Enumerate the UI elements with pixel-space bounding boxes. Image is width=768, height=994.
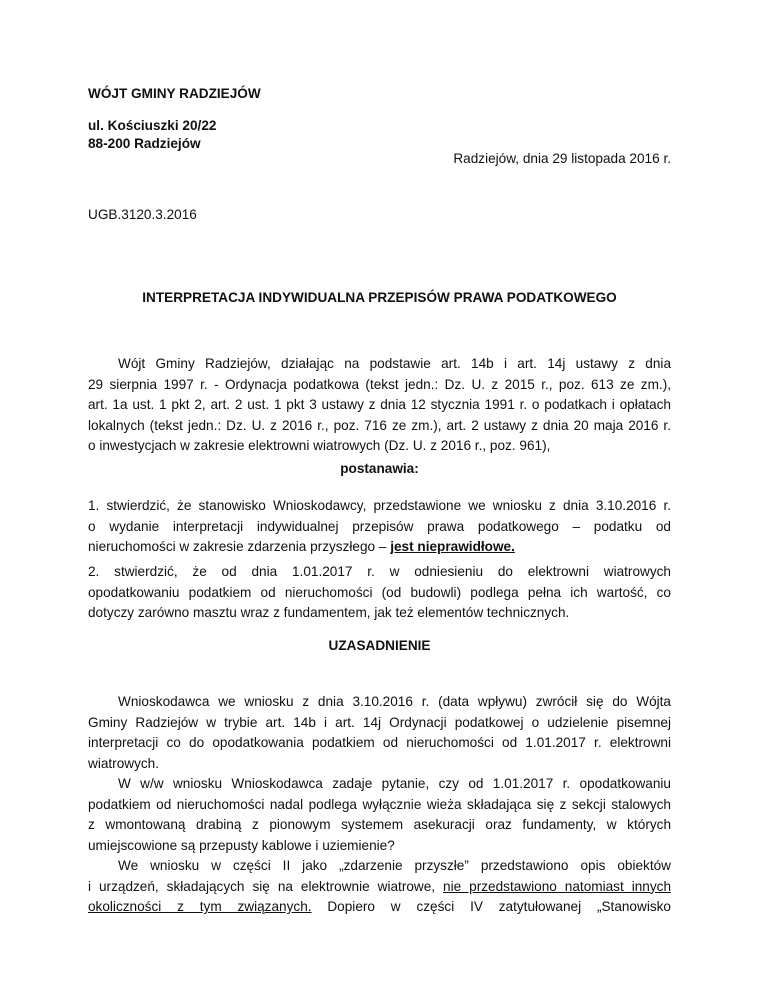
point-2 (88, 562, 671, 624)
point-1-verdict: jest nieprawidłowe. (390, 539, 515, 554)
justification-line (88, 877, 671, 898)
place-and-date: Radziejów, dnia 29 listopada 2016 r. (453, 151, 671, 166)
intro-line: o inwestycjach w zakresie elektrowni wiatrowych (Dz. U. z 2016 r., poz. 961), (88, 438, 551, 453)
point-1-line (88, 537, 671, 558)
point-2-line: dotyczy zarówno masztu wraz z fundamentem, jak też elementów technicznych. (88, 605, 570, 620)
case-reference: UGB.3120.3.2016 (88, 207, 197, 222)
justification-line: Wnioskodawca we wniosku z dnia 3.10.2016 r. (data wpływu) zwrócił się do Wójta (118, 694, 671, 709)
justification-line: W w/w wniosku Wnioskodawca zadaje pytanie, czy od 1.01.2017 r. opodatkowaniu (118, 776, 671, 791)
justification-line: wiatrowych. (88, 755, 160, 771)
justification-heading: UZASADNIENIE (328, 638, 431, 653)
address-city: 88-200 Radziejów (88, 136, 201, 151)
intro-line: 29 sierpnia 1997 r. - Ordynacja podatkowa (tekst jedn.: Dz. U. z 2015 r., poz. 613 ze zm.), (88, 376, 671, 392)
justification-line (88, 897, 671, 918)
justification-paragraph (88, 692, 671, 918)
authority-heading: WÓJT GMINY RADZIEJÓW (88, 86, 261, 101)
document-title: INTERPRETACJA INDYWIDUALNA PRZEPISÓW PRAWA PODATKOWEGO (142, 290, 617, 305)
point-2-line: opodatkowaniu podatkiem od nieruchomości (od budowli) podlega pełna ich wartość, co (88, 584, 671, 600)
justification-line: podatkiem od nieruchomości nadal podlega wyłącznie wieża składająca się z sekcji stalowych (88, 796, 671, 812)
justification-text: i urządzeń, składających się na elektrownie wiatrowe, (88, 878, 444, 894)
intro-line: Wójt Gminy Radziejów, działając na podstawie art. 14b i art. 14j ustawy z dnia (118, 356, 671, 371)
justification-line: umiejscowione są przepusty kablowe i uziemienie? (88, 837, 395, 853)
intro-line: lokalnych (tekst jedn.: Dz. U. z 2016 r., poz. 716 ze zm.), art. 2 ustawy z dnia 20 maja 2016 r. (88, 417, 671, 433)
justification-line: We wniosku w części II jako „zdarzenie przyszłe” przedstawiono opis obiektów (118, 858, 671, 873)
decision-heading: postanawia: (340, 461, 419, 476)
point-2-line: 2. stwierdzić, że od dnia 1.01.2017 r. w odniesieniu do elektrowni wiatrowych (88, 564, 671, 579)
point-1-line: 1. stwierdzić, że stanowisko Wnioskodawcy, przedstawione we wniosku z dnia 3.10.2016 r. (88, 498, 671, 513)
address-street: ul. Kościuszki 20/22 (88, 118, 217, 133)
justification-underlined: nie przedstawiono natomiast innych (443, 878, 671, 894)
point-1-text: nieruchomości w zakresie zdarzenia przyszłego – (88, 539, 391, 554)
justification-line: interpretacji co do opodatkowania podatkiem od nieruchomości od 1.01.2017 r. elektrowni (88, 735, 671, 750)
point-1 (88, 496, 671, 558)
justification-text: Dopiero w części IV zatytułowanej „Stanowisko (311, 899, 671, 914)
intro-paragraph (88, 354, 671, 457)
point-1-line: o wydanie interpretacji indywidualnej przepisów prawa podatkowego – podatku od (88, 518, 671, 534)
justification-line: Gminy Radziejów w trybie art. 14b i art. 14j Ordynacji podatkowej o udzielenie pisemnej (88, 714, 671, 730)
justification-line: z wmontowaną drabiną z pionowym systemem asekuracji oraz fundamenty, w których (88, 817, 671, 832)
justification-underlined: okoliczności z tym związanych. (88, 899, 312, 914)
intro-line: art. 1a ust. 1 pkt 2, art. 2 ust. 1 pkt 3 ustawy z dnia 12 stycznia 1991 r. o podatkach i opłatach (88, 397, 671, 412)
